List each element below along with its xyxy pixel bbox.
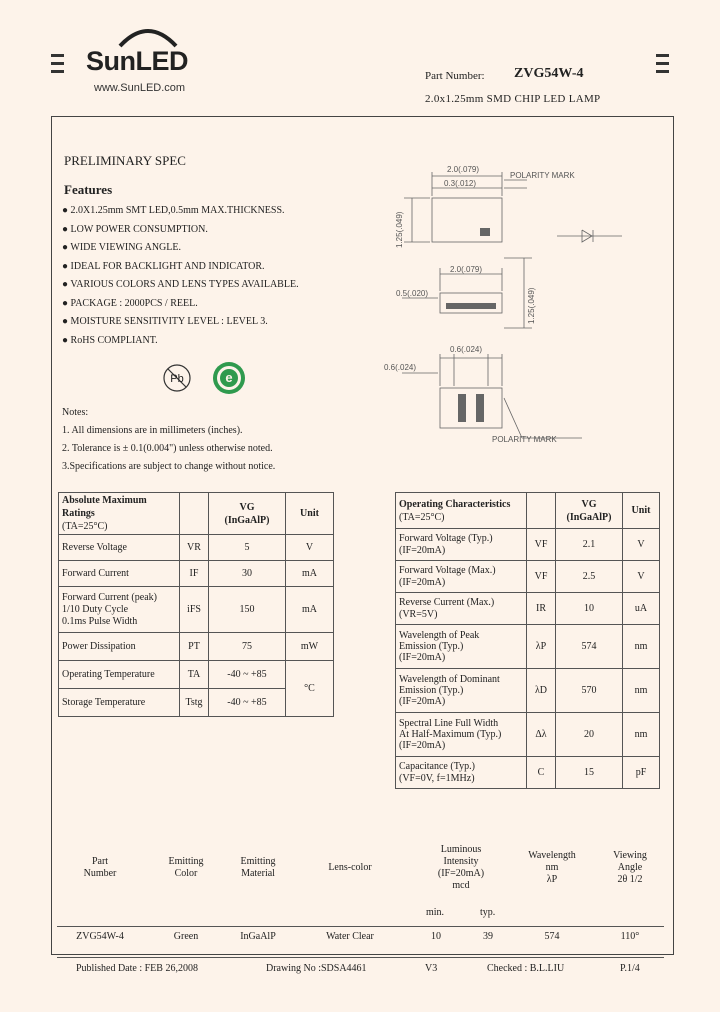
sel-angle: 110° — [620, 931, 640, 942]
header-mark — [656, 70, 669, 73]
table-row: Power Dissipation PT 75 mW — [59, 633, 334, 661]
sel-head-lens: Lens-color — [328, 862, 372, 873]
table-row: Storage Temperature Tstg -40 ~ +85 — [59, 689, 334, 717]
pb-free-icon — [161, 362, 193, 394]
table-row: Forward Current IF 30 mA — [59, 561, 334, 587]
header-mark — [51, 62, 64, 65]
table-row: Capacitance (Typ.) (VF=0V, f=1MHz) C 15 pF — [396, 757, 660, 789]
note-item: 1. All dimensions are in millimeters (inches). — [62, 425, 243, 436]
spec-title: PRELIMINARY SPEC — [64, 153, 186, 168]
table-row: Forward Voltage (Max.) (IF=20mA) VF 2.5 V — [396, 561, 660, 593]
svg-text:0.5(.020): 0.5(.020) — [396, 289, 429, 298]
svg-text:0.6(.024): 0.6(.024) — [450, 345, 483, 354]
sel-typ: 39 — [483, 931, 493, 942]
svg-text:1.25(.049): 1.25(.049) — [527, 287, 536, 324]
svg-text:Pb: Pb — [170, 373, 184, 385]
feature-item: ● VARIOUS COLORS AND LENS TYPES AVAILABLE. — [62, 279, 299, 290]
page-number: P.1/4 — [620, 963, 640, 974]
part-number: ZVG54W-4 — [514, 66, 584, 81]
svg-text:POLARITY MARK: POLARITY MARK — [510, 171, 575, 180]
table-row: Reverse Current (Max.) (VR=5V) IR 10 uA — [396, 593, 660, 625]
abs-max-table: Absolute Maximum Ratings (TA=25°C) VG (InGaAlP) Unit Reverse Voltage VR 5 V Forward Current IF 30 mA Forward Current (peak) 1/10 Duty Cycle 0.1ms Pulse Width iFS 150 mA Power Dissipation PT 75 mW Operating Temperature TA -40 ~ +85 °C Storage Temperature Tstg -40 ~ +85 — [58, 492, 334, 717]
svg-text:e: e — [225, 370, 233, 385]
drawing-number: Drawing No :SDSA4461 — [266, 963, 367, 974]
features-list — [62, 202, 342, 350]
feature-item: ● IDEAL FOR BACKLIGHT AND INDICATOR. — [62, 260, 265, 272]
feature-item: ● 2.0X1.25mm SMT LED,0.5mm MAX.THICKNESS. — [62, 205, 285, 216]
logo-arc-icon — [118, 22, 178, 48]
table-row: Forward Voltage (Typ.) (IF=20mA) VF 2.1 V — [396, 529, 660, 561]
divider — [57, 957, 664, 958]
feature-item: ● MOISTURE SENSITIVITY LEVEL : LEVEL 3. — [62, 316, 268, 327]
feature-item: ● RoHS COMPLIANT. — [62, 334, 158, 346]
logo: SunLED — [86, 46, 188, 76]
feature-item: ● LOW POWER CONSUMPTION. — [62, 223, 208, 235]
svg-text:1.25(.049): 1.25(.049) — [395, 211, 404, 248]
sel-head-wave: Wavelength nm λP — [528, 850, 576, 885]
sel-head-min: min. — [426, 907, 445, 918]
feature-item: ● WIDE VIEWING ANGLE. — [62, 242, 181, 253]
sel-head-color: Emitting Color — [168, 856, 204, 879]
sel-head-material: Emitting Material — [240, 856, 276, 879]
op-char-table: Operating Characteristics (TA=25°C) VG (InGaAlP) Unit Forward Voltage (Typ.) (IF=20mA) VF 2.1 V Forward Voltage (Max.) (IF=20mA) VF 2.5 V Reverse Current (Max.) (VR=5V) IR 10 uA Wavelength of Peak Emission (Typ.) (IF=20mA) λP 574 nm Wavelength of Dominant Emission (Typ.) (IF=20mA) λD 570 nm Spectral Line Full Width At Half-Maximum (Typ.) (IF=20mA) Δλ 20 nm Capacitance (Typ.) (VF=0V, f=1MHz) C 15 pF — [395, 492, 660, 789]
table-row: Reverse Voltage VR 5 V — [59, 535, 334, 561]
version: V3 — [425, 963, 438, 974]
divider — [57, 926, 664, 927]
package-drawing — [384, 158, 642, 458]
sel-material: InGaAlP — [240, 931, 276, 942]
rohs-e-icon — [210, 360, 248, 396]
sel-lens: Water Clear — [326, 931, 374, 942]
header-mark — [656, 54, 669, 57]
sel-head-lum: Luminous Intensity (IF=20mA) mcd — [437, 844, 485, 891]
svg-text:0.6(.024): 0.6(.024) — [384, 363, 417, 372]
svg-text:2.0(.079): 2.0(.079) — [450, 265, 483, 274]
sel-head-angle: Viewing Angle 2θ 1/2 — [613, 850, 647, 885]
checked-by: Checked : B.L.LIU — [487, 963, 565, 974]
published-date: Published Date : FEB 26,2008 — [76, 963, 198, 974]
table-row: Wavelength of Peak Emission (Typ.) (IF=20mA) λP 574 nm — [396, 625, 660, 669]
header-mark — [51, 54, 64, 57]
sel-head-part: Part Number — [83, 856, 117, 879]
notes-title: Notes: — [62, 407, 89, 418]
header-mark — [51, 70, 64, 73]
features-title: Features — [64, 182, 113, 197]
note-item: 2. Tolerance is ± 0.1(0.004") unless otherwise noted. — [62, 443, 273, 454]
table-row: Forward Current (peak) 1/10 Duty Cycle 0.1ms Pulse Width iFS 150 mA — [59, 587, 334, 633]
sel-wave: 574 — [544, 931, 560, 942]
notes — [62, 404, 275, 476]
subtitle: 2.0x1.25mm SMD CHIP LED LAMP — [425, 93, 601, 105]
svg-text:2.0(.079): 2.0(.079) — [447, 165, 480, 174]
sel-head-typ: typ. — [480, 907, 496, 918]
note-item: 3.Specifications are subject to change without notice. — [62, 461, 276, 472]
part-number-label: Part Number: — [425, 70, 485, 82]
svg-text:POLARITY MARK: POLARITY MARK — [492, 435, 557, 444]
svg-text:0.3(.012): 0.3(.012) — [444, 179, 477, 188]
sel-color: Green — [173, 931, 199, 942]
sel-min: 10 — [431, 931, 441, 942]
sel-part: ZVG54W-4 — [76, 931, 124, 942]
website: www.SunLED.com — [94, 82, 186, 94]
table-row: Spectral Line Full Width At Half-Maximum (Typ.) (IF=20mA) Δλ 20 nm — [396, 713, 660, 757]
table-row: Wavelength of Dominant Emission (Typ.) (IF=20mA) λD 570 nm — [396, 669, 660, 713]
feature-item: ● PACKAGE : 2000PCS / REEL. — [62, 297, 198, 309]
table-row: Operating Temperature TA -40 ~ +85 °C — [59, 661, 334, 689]
header-mark — [656, 62, 669, 65]
